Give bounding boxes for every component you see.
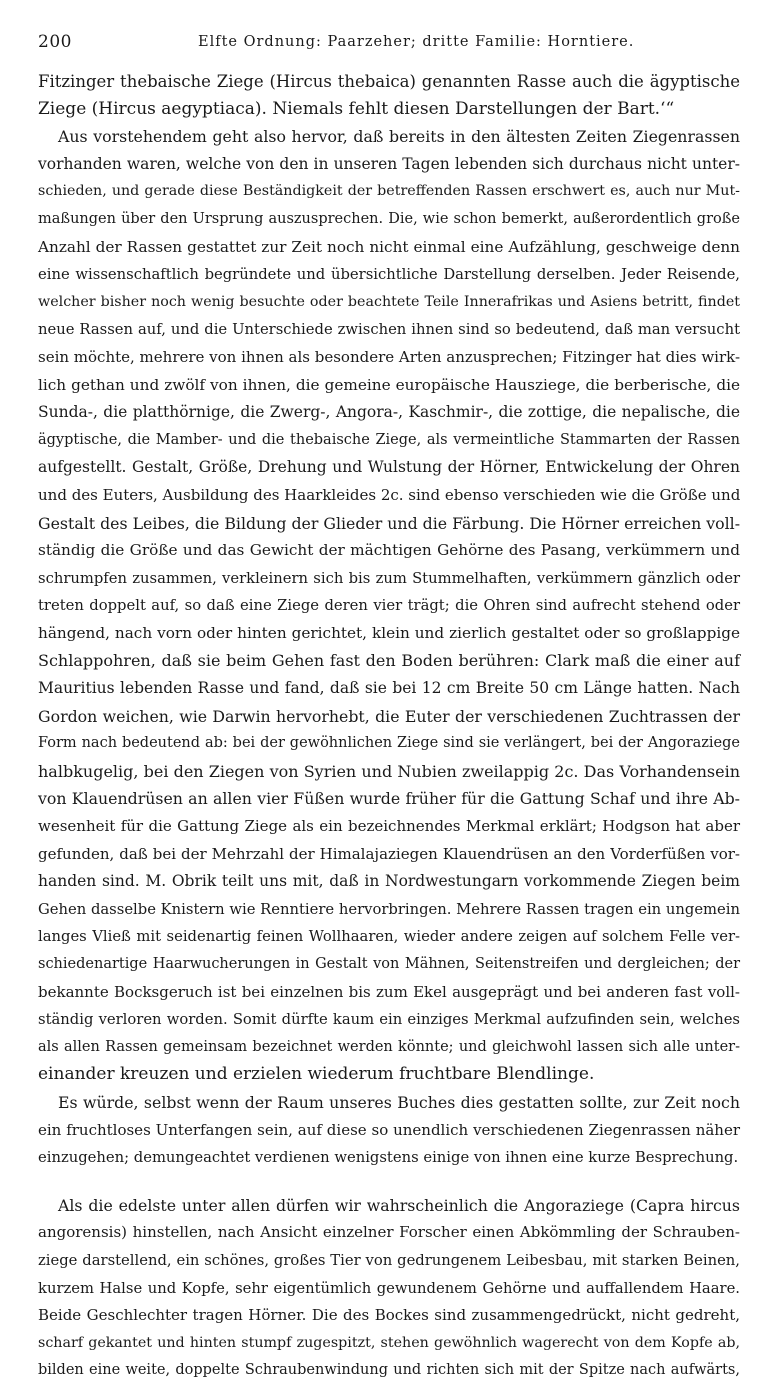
text-line: ägyptische, die Mamber- und die thebaische Ziege, als vermeintliche Stammarten der Rassen <box>38 431 740 448</box>
text-line: lich gethan und zwölf von ihnen, die gemeine europäische Hausziege, die berberische, die <box>38 375 740 394</box>
text-line: schieden, und gerade diese Beständigkeit der betreffenden Rassen erschwert es, auch nur Mut- <box>38 183 740 200</box>
text-line: Sunda-, die platthörnige, die Zwerg-, Angora-, Kaschmir-, die zottige, die nepalische, die <box>38 403 740 422</box>
text-line: handen sind. M. Obrik teilt uns mit, daß in Nordwestungarn vorkommende Ziegen beim <box>38 872 740 891</box>
text-line: und des Euters, Ausbildung des Haarkleides 2c. sind ebenso verschieden wie die Größe und <box>38 485 741 504</box>
text-line: maßungen über den Ursprung auszusprechen. Die, wie schon bemerkt, außerordentlich große <box>38 210 740 227</box>
text-line: einzugehen; demungeachtet verdienen wenigstens einige von ihnen eine kurze Besprechung. <box>38 1149 739 1167</box>
text-line: Es würde, selbst wenn der Raum unseres Buches dies gestatten sollte, zur Zeit noch <box>58 1092 740 1112</box>
text-line: schrumpfen zusammen, verkleinern sich bis zum Stummelhaften, verkümmern gänzlich oder <box>38 569 740 587</box>
text-line: langes Vließ mit seidenartig feinen Wollhaaren, wieder andere zeigen auf solchem Felle ver- <box>38 928 740 946</box>
text-line: als allen Rassen gemeinsam bezeichnet werden könnte; und gleichwohl lassen sich alle unter- <box>38 1038 740 1055</box>
text-line: scharf gekantet und hinten stumpf zugespitzt, stehen gewöhnlich wagerecht von dem Kopfe ab, <box>38 1334 740 1351</box>
text-line: schiedenartige Haarwucherungen in Gestalt von Mähnen, Seitenstreifen und dergleichen; der <box>38 956 740 972</box>
text-line: einander kreuzen und erzielen wiederum fruchtbare Blendlinge. <box>38 1064 595 1085</box>
text-line: neue Rassen auf, und die Unterschiede zwischen ihnen sind so bedeutend, daß man versucht <box>38 321 740 339</box>
page-number: 200 <box>38 32 72 52</box>
text-line: hängend, nach vorn oder hinten gerichtet, klein und zierlich gestaltet oder so großlappige <box>38 623 740 642</box>
text-line: Anzahl der Rassen gestattet zur Zeit noch nicht einmal eine Aufzählung, geschweige denn <box>38 237 740 256</box>
text-line: gefunden, daß bei der Mehrzahl der Himalajaziegen Klauendrüsen an den Vorderfüßen vor- <box>38 844 740 863</box>
paragraph <box>38 123 740 1089</box>
text-line: Form nach bedeutend ab: bei der gewöhnlichen Ziege sind sie verlängert, bei der Angoraziege <box>38 735 740 752</box>
text-line: Ziege (Hircus aegyptiaca). Niemals fehlt diesen Darstellungen der Bart.‘“ <box>38 98 675 119</box>
text-line: Gehen dasselbe Knistern wie Renntiere hervorbringen. Mehrere Rassen tragen ein ungemein <box>38 900 740 918</box>
text-line: ziege darstellend, ein schönes, großes Tier von gedrungenem Leibesbau, mit starken Beinen, <box>38 1251 740 1269</box>
paragraph <box>38 1089 740 1172</box>
text-line: von Klauendrüsen an allen vier Füßen wurde früher für die Gattung Schaf und ihre Ab- <box>38 789 740 809</box>
text-line: ständig die Größe und das Gewicht der mächtigen Gehörne des Pasang, verkümmern und <box>38 541 740 560</box>
paragraph <box>38 1192 740 1385</box>
page <box>38 28 740 1385</box>
page-header <box>38 28 740 54</box>
text-line: eine wissenschaftlich begründete und übersichtliche Darstellung derselben. Jeder Reisende, <box>38 266 740 284</box>
text-line: ein fruchtloses Unterfangen sein, auf diese so unendlich verschiedenen Ziegenrassen näher <box>38 1120 740 1139</box>
text-line: Beide Geschlechter tragen Hörner. Die des Bockes sind zusammengedrückt, nicht gedreht, <box>38 1306 740 1325</box>
text-line: halbkugelig, bei den Ziegen von Syrien und Nubien zweilappig 2c. Das Vorhandensein <box>38 761 740 781</box>
text-line: treten doppelt auf, so daß eine Ziege deren vier trägt; die Ohren sind aufrecht stehend oder <box>38 597 740 615</box>
section-gap <box>38 1172 740 1192</box>
text-line: Fitzinger thebaische Ziege (Hircus thebaica) genannten Rasse auch die ägyptische <box>38 72 740 91</box>
running-head: Elfte Ordnung: Paarzeher; dritte Familie: Horntiere. <box>198 34 635 50</box>
text-line: sein möchte, mehrere von ihnen als besondere Arten anzusprechen; Fitzinger hat dies wirk- <box>38 347 741 366</box>
text-line: ständig verloren worden. Somit dürfte kaum ein einziges Merkmal aufzufinden sein, welches <box>38 1011 740 1029</box>
text-line: angorensis) hinstellen, nach Ansicht einzelner Forscher einen Abkömmling der Schrauben- <box>38 1223 740 1242</box>
text-line: Mauritius lebenden Rasse und fand, daß sie bei 12 cm Breite 50 cm Länge hatten. Nach <box>38 679 740 698</box>
text-line: aufgestellt. Gestalt, Größe, Drehung und Wulstung der Hörner, Entwickelung der Ohren <box>38 458 740 477</box>
text-line: bilden eine weite, doppelte Schraubenwindung und richten sich mit der Spitze nach aufwärts, <box>38 1362 740 1379</box>
paragraph <box>38 68 740 123</box>
text-line: vorhanden waren, welche von den in unseren Tagen lebenden sich durchaus nicht unter- <box>38 154 740 173</box>
text-line: bekannte Bocksgeruch ist bei einzelnen bis zum Ekel ausgeprägt und bei anderen fast voll- <box>38 982 740 1001</box>
text-line: Aus vorstehendem geht also hervor, daß bereits in den ältesten Zeiten Ziegenrassen <box>58 127 740 147</box>
body-text <box>38 68 740 1385</box>
text-line: welcher bisher noch wenig besuchte oder beachtete Teile Innerafrikas und Asiens betritt, findet <box>38 293 740 310</box>
text-line: Gordon weichen, wie Darwin hervorhebt, die Euter der verschiedenen Zuchtrassen der <box>38 706 740 726</box>
text-line: Schlappohren, daß sie beim Gehen fast den Boden berühren: Clark maß die einer auf <box>38 651 740 671</box>
text-line: wesenheit für die Gattung Ziege als ein bezeichnendes Merkmal erklärt; Hodgson hat aber <box>38 817 740 836</box>
text-line: Gestalt des Leibes, die Bildung der Glieder und die Färbung. Die Hörner erreichen voll- <box>38 513 741 533</box>
text-line: kurzem Halse und Kopfe, sehr eigentümlich gewundenem Gehörne und auffallendem Haare. <box>38 1279 740 1297</box>
text-line: Als die edelste unter allen dürfen wir wahrscheinlich die Angoraziege (Capra hircus <box>58 1195 740 1215</box>
